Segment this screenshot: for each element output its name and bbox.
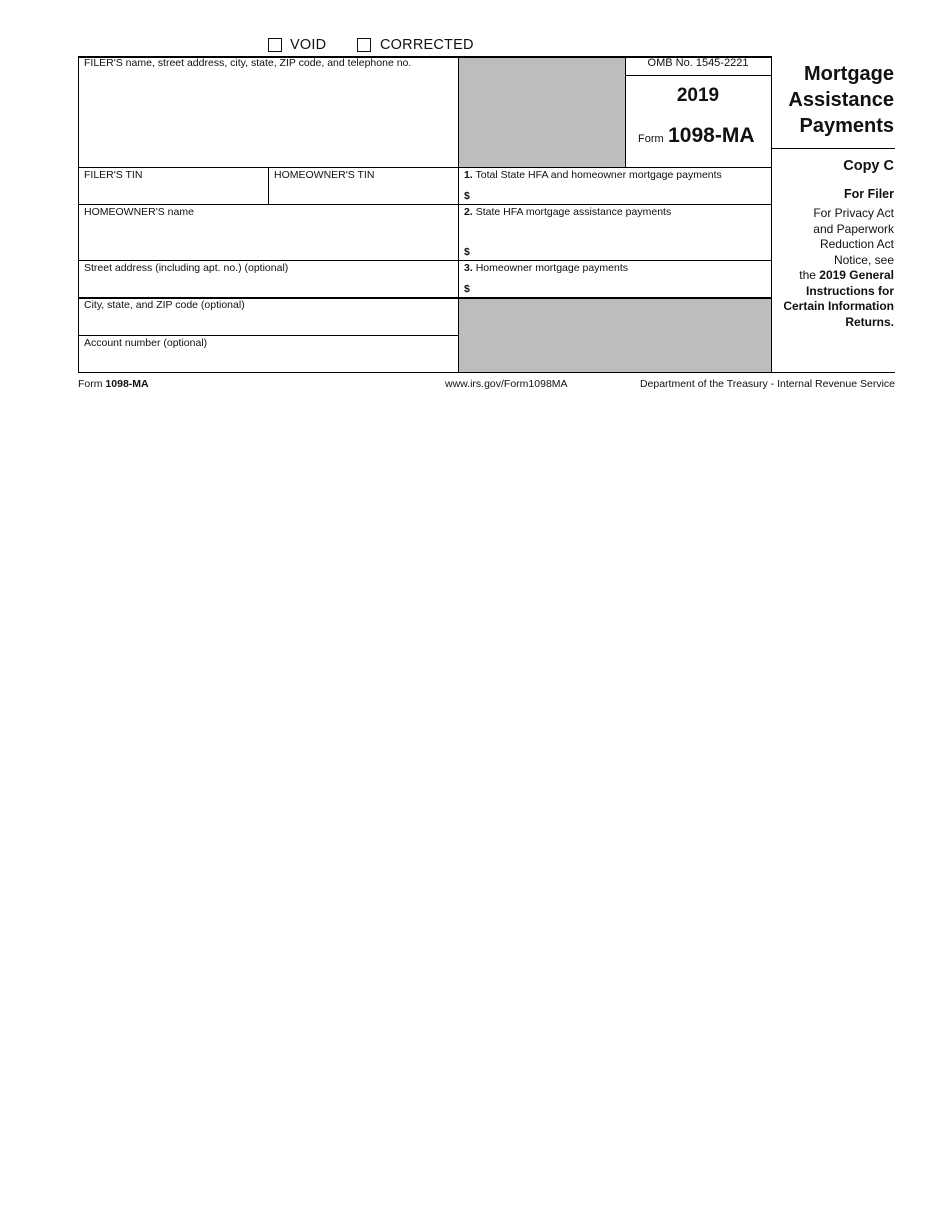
- box3-amount-field[interactable]: [474, 277, 768, 296]
- corrected-checkbox[interactable]: [357, 38, 371, 52]
- filer-name-field[interactable]: [80, 72, 456, 165]
- box2-label: 2. State HFA mortgage assistance payments: [464, 206, 672, 218]
- box2-dollar: $: [464, 246, 470, 258]
- city-state-zip-field[interactable]: [80, 312, 456, 334]
- footer-form-id: Form 1098-MA: [78, 378, 149, 390]
- filer-tin-label: FILER'S TIN: [84, 169, 143, 181]
- tax-year: 2019: [676, 85, 720, 106]
- shaded-area-bottom: [459, 298, 771, 372]
- homeowner-tin-label: HOMEOWNER'S TIN: [274, 169, 375, 181]
- homeowner-name-field[interactable]: [80, 219, 456, 259]
- copy-label: Copy C: [843, 158, 894, 174]
- street-address-field[interactable]: [80, 275, 456, 296]
- box1-label: 1. Total State HFA and homeowner mortgage payments: [464, 169, 722, 181]
- footer-url[interactable]: www.irs.gov/Form1098MA: [445, 378, 568, 390]
- for-filer-label: For Filer: [843, 187, 894, 201]
- account-number-label: Account number (optional): [84, 337, 208, 349]
- corrected-label: CORRECTED: [380, 37, 474, 53]
- filer-name-label: FILER'S name, street address, city, state, ZIP code, and telephone no.: [84, 57, 412, 69]
- homeowner-tin-field[interactable]: [270, 182, 456, 203]
- homeowner-name-label: HOMEOWNER'S name: [84, 206, 194, 218]
- street-address-label: Street address (including apt. no.) (optional): [84, 262, 289, 274]
- void-label: VOID: [290, 37, 327, 53]
- filer-tin-field[interactable]: [80, 182, 266, 203]
- box1-amount-field[interactable]: [474, 184, 768, 203]
- void-checkbox[interactable]: [268, 38, 282, 52]
- account-number-field[interactable]: [80, 350, 456, 371]
- box1-dollar: $: [464, 190, 470, 202]
- form-title: Mortgage Assistance Payments: [788, 63, 894, 137]
- footer-department: Department of the Treasury - Internal Revenue Service: [639, 378, 895, 390]
- box3-dollar: $: [464, 283, 470, 295]
- form-number-block: Form 1098-MA: [638, 124, 755, 147]
- omb-number: OMB No. 1545-2221: [647, 57, 749, 69]
- privacy-notice: For Privacy Act and Paperwork Reduction Act Notice, see the 2019 General Instructions for Certain Information Returns.: [783, 206, 894, 329]
- city-state-zip-label: City, state, and ZIP code (optional): [84, 299, 245, 311]
- shaded-area-top: [459, 56, 625, 167]
- box2-amount-field[interactable]: [474, 222, 768, 259]
- box3-label: 3. Homeowner mortgage payments: [464, 262, 629, 274]
